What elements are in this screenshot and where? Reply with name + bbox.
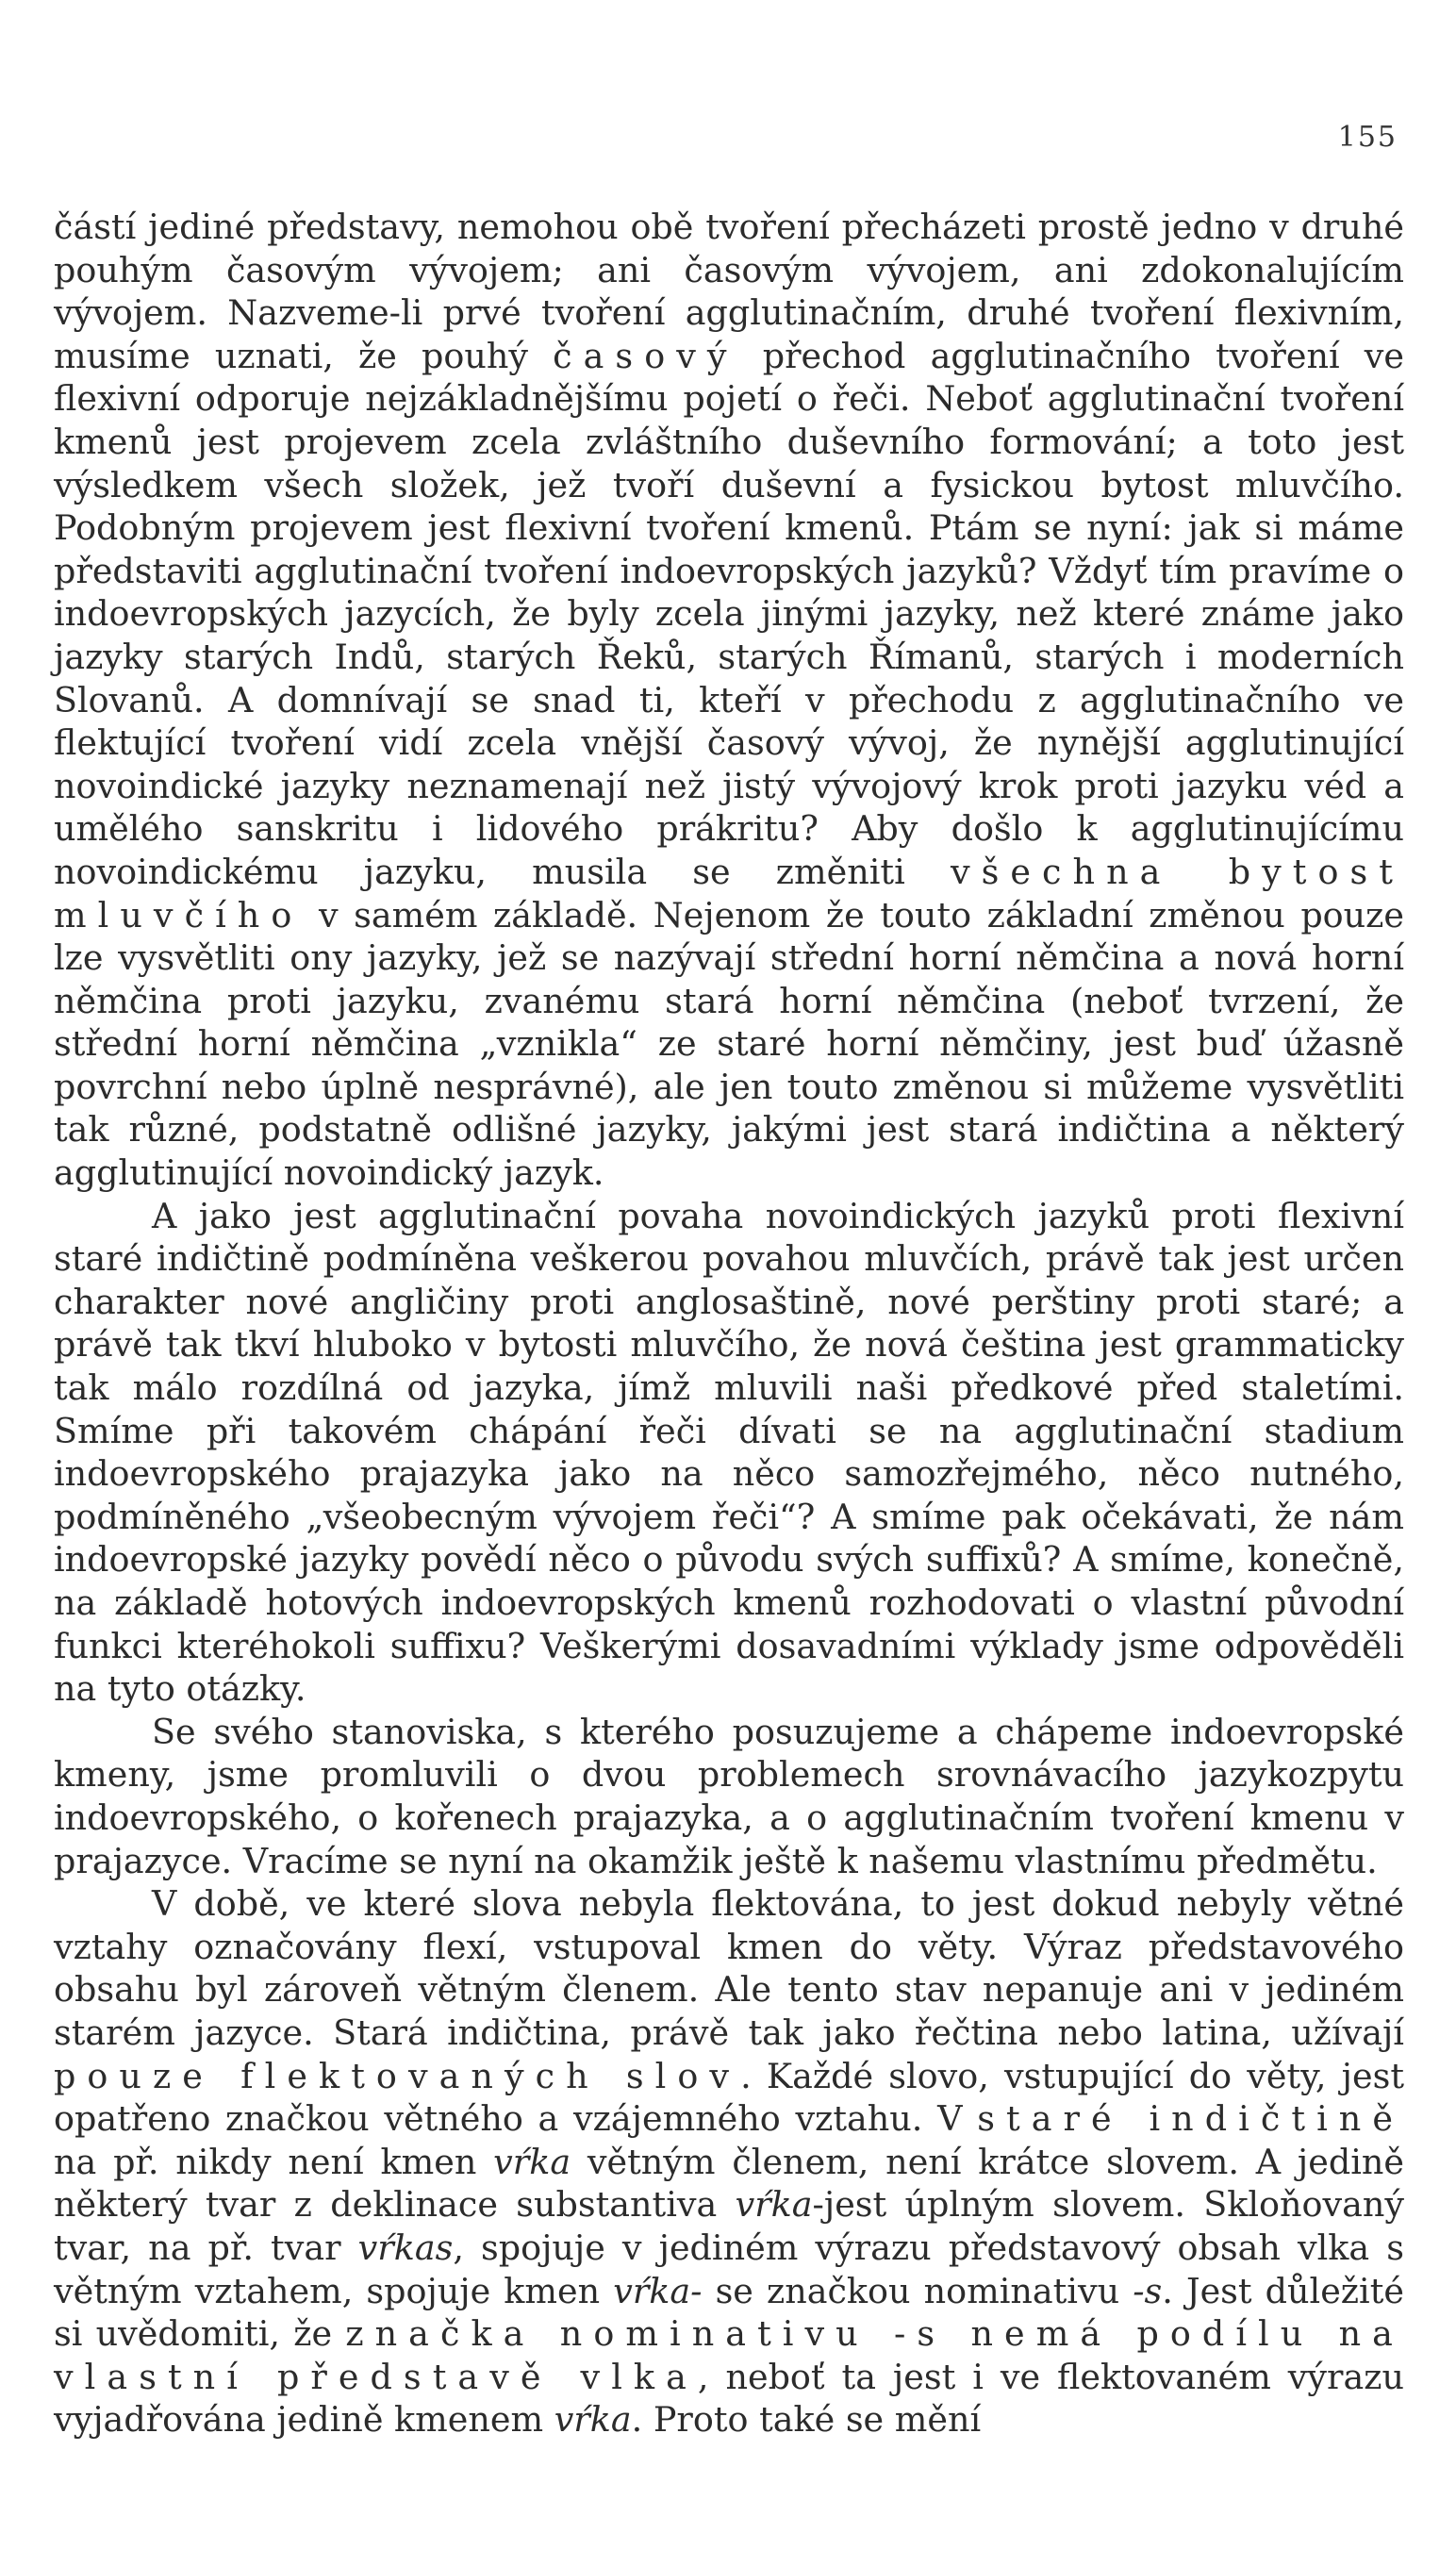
text-run: v samém základě. Nejenom že touto základní změnou pouze lze vysvětliti ony jazyky, jež se nazývají střední horní němčina a nová horní němčina proti jazyku, zvanému stará horní němčina (neboť tvrzení, že střední horní němčina „vznikla“ ze staré horní němčiny, jest buď úžasně povrchní nebo úplně nesprávné), ale jen touto změnou si můžeme vysvětliti tak různé, podstatně odlišné jazyky, jakými jest stará indičtina a některý agglutinující novoindický jazyk.: [54, 894, 1404, 1194]
text-run: V době, ve které slova nebyla flektována, to jest dokud nebyly větné vztahy označovány flexí, vstupoval kmen do věty. Výraz představového obsahu byl zároveň větným členem. Ale tento stav nepanuje ani v jediném starém jazyce. Stará indičtina, právě tak jako řečtina nebo latina, užívají: [54, 1883, 1404, 2053]
italic-term: vŕkas: [357, 2227, 454, 2268]
page-text: [54, 206, 1404, 2442]
paragraph: [54, 1195, 1404, 1711]
spaced-emphasis: značka nominativu -s nemá podílu na vlastní představě vlka: [54, 2313, 1404, 2397]
text-run: větným členem, není krátce slovem. A jedině některý tvar z deklinace substantiva: [54, 2141, 1404, 2226]
spaced-emphasis: všechna bytost mluvčího: [54, 851, 1404, 935]
paragraph: [54, 1882, 1404, 2442]
text-run: . Jest důležité si uvědomiti, že: [54, 2270, 1404, 2355]
italic-term: vŕka-: [613, 2270, 703, 2311]
text-run: se značkou nominativu: [702, 2270, 1133, 2311]
text-run: na př. nikdy není kmen: [54, 2141, 494, 2182]
text-run: . Proto také se mění: [631, 2399, 982, 2441]
italic-term: vŕka: [493, 2141, 571, 2182]
text-run: . Každé slovo, vstupující do věty, jest opatřeno značkou větného a vzájemného vztahu. V: [54, 2055, 1404, 2140]
text-run: , spojuje v jediném výrazu představový obsah vlka s větným vztahem, spojuje kmen: [54, 2227, 1404, 2311]
text-run: , neboť ta jest i ve flektovaném výrazu vyjadřována jedině kmenem: [54, 2356, 1404, 2441]
spaced-emphasis: staré indičtině: [977, 2098, 1404, 2140]
text-run: A jako jest agglutinační povaha novoindických jazyků proti flexivní staré indičtině podmíněna veškerou povahou mluvčích, právě tak jest určen charakter nové angličiny proti anglosaštině, nové perštiny proti staré; a právě tak tkví hluboko v bytosti mluvčího, že nová čeština jest grammaticky tak málo rozdílná od jazyka, jímž mluvili naši předkové před staletími. Smíme při takovém chápání řeči dívati se na agglutinační stadium indoevropského prajazyka jako na něco samozřejmého, něco nutného, podmíněného „všeobecným vývojem řeči“? A smíme pak očekávati, že nám indoevropské jazyky povědí něco o původu svých suffixů? A smíme, konečně, na základě hotových indoevropských kmenů rozhodovati o vlastní původní funkci kteréhokoli suffixu? Veškerými dosavadními výklady jsme odpověděli na tyto otázky.: [54, 1195, 1404, 1710]
text-run: Se svého stanoviska, s kterého posuzujeme a chápeme indoevropské kmeny, jsme promluvili o dvou problemech srovnávacího jazykozpytu indoevropského, o kořenech prajazyka, a o agglutinačním tvoření kmenu v prajazyce. Vracíme se nyní na okamžik ještě k našemu vlastnímu předmětu.: [54, 1711, 1404, 1881]
text-run: přechod agglutinačního tvoření ve flexivní odporuje nejzákladnějšímu pojetí o řeči. Neboť agglutinační tvoření kmenů jest projevem zcela zvláštního duševního formování; a toto jest výsledkem všech složek, jež tvoří duševní a fysickou bytost mluvčího. Podobným projevem jest flexivní tvoření kmenů. Ptám se nyní: jak si máme představiti agglutinační tvoření indoevropských jazyků? Vždyť tím pravíme o indoevropských jazycích, že byly zcela jinými jazyky, než které známe jako jazyky starých Indů, starých Řeků, starých Římanů, starých i moderních Slovanů. A domnívají se snad ti, kteří v přechodu z agglutinačního ve flektující tvoření vidí zcela vnější časový vývoj, že nynější agglutinující novoindické jazyky neznamenají než jistý vývojový krok proti jazyku véd a umělého sanskritu i lidového prákritu? Aby došlo k agglutinujícímu novoindickému jazyku, musila se změniti: [54, 335, 1405, 892]
page-number: 155: [1337, 121, 1398, 154]
paragraph: [54, 206, 1404, 1195]
italic-term: vŕka: [735, 2184, 813, 2226]
text-run: částí jediné představy, nemohou obě tvoření přecházeti prostě jedno v druhé pouhým časovým vývojem; ani časovým vývojem, ani zdokonalujícím vývojem. Nazveme-li prvé tvoření agglutinačním, druhé tvoření flexivním, musíme uznati, že pouhý: [54, 207, 1404, 376]
paragraph: [54, 1711, 1404, 1882]
italic-term: -s: [1133, 2270, 1163, 2311]
text-run: -jest úplným slovem. Skloňovaný tvar, na př. tvar: [54, 2184, 1404, 2268]
spaced-emphasis: pouze flektovaných slov: [54, 2055, 741, 2096]
spaced-emphasis: časový: [553, 335, 738, 376]
italic-term: vŕka: [554, 2399, 632, 2441]
